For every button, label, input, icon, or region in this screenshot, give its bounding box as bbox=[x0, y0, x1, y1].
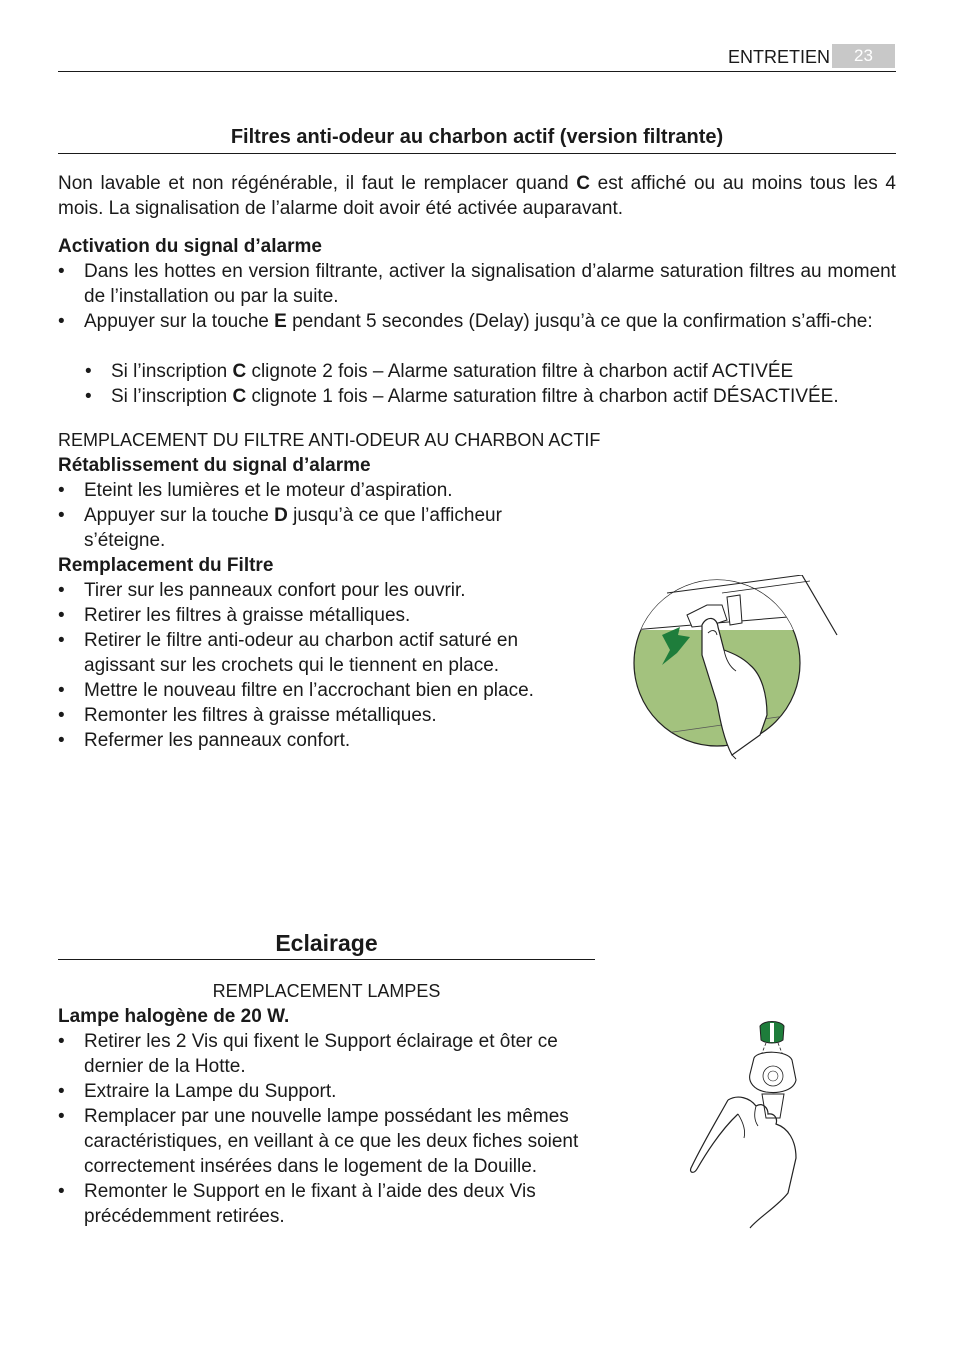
list-item: • Retirer le filtre anti-odeur au charbon actif saturé en agissant sur les crochets qui le tiennent en place. bbox=[58, 628, 578, 678]
list-item: • Dans les hottes en version filtrante, activer la signalisation d’alarme saturation filtres au moment de l’installation ou par la suite. bbox=[58, 259, 896, 309]
section-title-filters: Filtres anti-odeur au charbon actif (version filtrante) bbox=[230, 126, 724, 148]
list-item: • Remonter les filtres à graisse métalliques. bbox=[58, 703, 578, 728]
intro-paragraph: Non lavable et non régénérable, il faut le remplacer quand C est affiché ou au moins tous les 4 mois. La signalisation de l’alarme doit avoir été activée auparavant. bbox=[58, 173, 896, 219]
list-item: • Eteint les lumières et le moteur d’aspiration. bbox=[58, 478, 578, 503]
list-item: • Si l’inscription C clignote 2 fois – Alarme saturation filtre à charbon actif ACTIVÉE bbox=[85, 359, 896, 384]
list-item: • Mettre le nouveau filtre en l’accrochant bien en place. bbox=[58, 678, 578, 703]
activation-heading: Activation du signal d’alarme bbox=[58, 236, 322, 257]
filter-list bbox=[58, 578, 578, 753]
replacement-heading: REMPLACEMENT DU FILTRE ANTI-ODEUR AU CHARBON ACTIF bbox=[58, 430, 601, 450]
list-item: • Tirer sur les panneaux confort pour les ouvrir. bbox=[58, 578, 578, 603]
list-item: • Retirer les 2 Vis qui fixent le Support éclairage et ôter ce dernier de la Hotte. bbox=[58, 1029, 595, 1079]
title-rule-filters bbox=[58, 153, 896, 154]
page-number-box bbox=[832, 44, 895, 68]
lamp-heading: Lampe halogène de 20 W. bbox=[58, 1006, 290, 1027]
lighting-subheading: REMPLACEMENT LAMPES bbox=[212, 981, 441, 1001]
key-c: C bbox=[576, 173, 590, 194]
section-title-lighting: Eclairage bbox=[275, 930, 378, 956]
list-item: • Remonter le Support en le fixant à l’aide des deux Vis précédemment retirées. bbox=[58, 1179, 595, 1229]
activation-sublist bbox=[85, 359, 896, 409]
list-item: • Extraire la Lampe du Support. bbox=[58, 1079, 595, 1104]
filter-heading: Remplacement du Filtre bbox=[58, 555, 274, 576]
hand-lamp-illustration bbox=[688, 1018, 803, 1233]
reset-heading: Rétablissement du signal d’alarme bbox=[58, 455, 371, 476]
page-number: 23 bbox=[854, 46, 873, 65]
hand-filter-illustration bbox=[632, 575, 842, 760]
running-header: ENTRETIEN bbox=[728, 47, 831, 67]
header-rule bbox=[58, 71, 896, 72]
activation-list bbox=[58, 259, 896, 334]
list-item: • Appuyer sur la touche E pendant 5 secondes (Delay) jusqu’à ce que la confirmation s’affi-che: bbox=[58, 309, 896, 334]
reset-list bbox=[58, 478, 578, 553]
list-item: • Refermer les panneaux confort. bbox=[58, 728, 578, 753]
title-rule-lighting bbox=[58, 959, 595, 960]
list-item: • Remplacer par une nouvelle lampe possédant les mêmes caractéristiques, en veillant à ce que les deux fiches soient correctement insérées dans le logement de la Douille. bbox=[58, 1104, 595, 1179]
list-item: • Si l’inscription C clignote 1 fois – Alarme saturation filtre à charbon actif DÉSACTIVÉE. bbox=[85, 384, 896, 409]
list-item: • Appuyer sur la touche D jusqu’à ce que l’afficheur s’éteigne. bbox=[58, 503, 578, 553]
lamp-list bbox=[58, 1029, 595, 1229]
list-item: • Retirer les filtres à graisse métalliques. bbox=[58, 603, 578, 628]
